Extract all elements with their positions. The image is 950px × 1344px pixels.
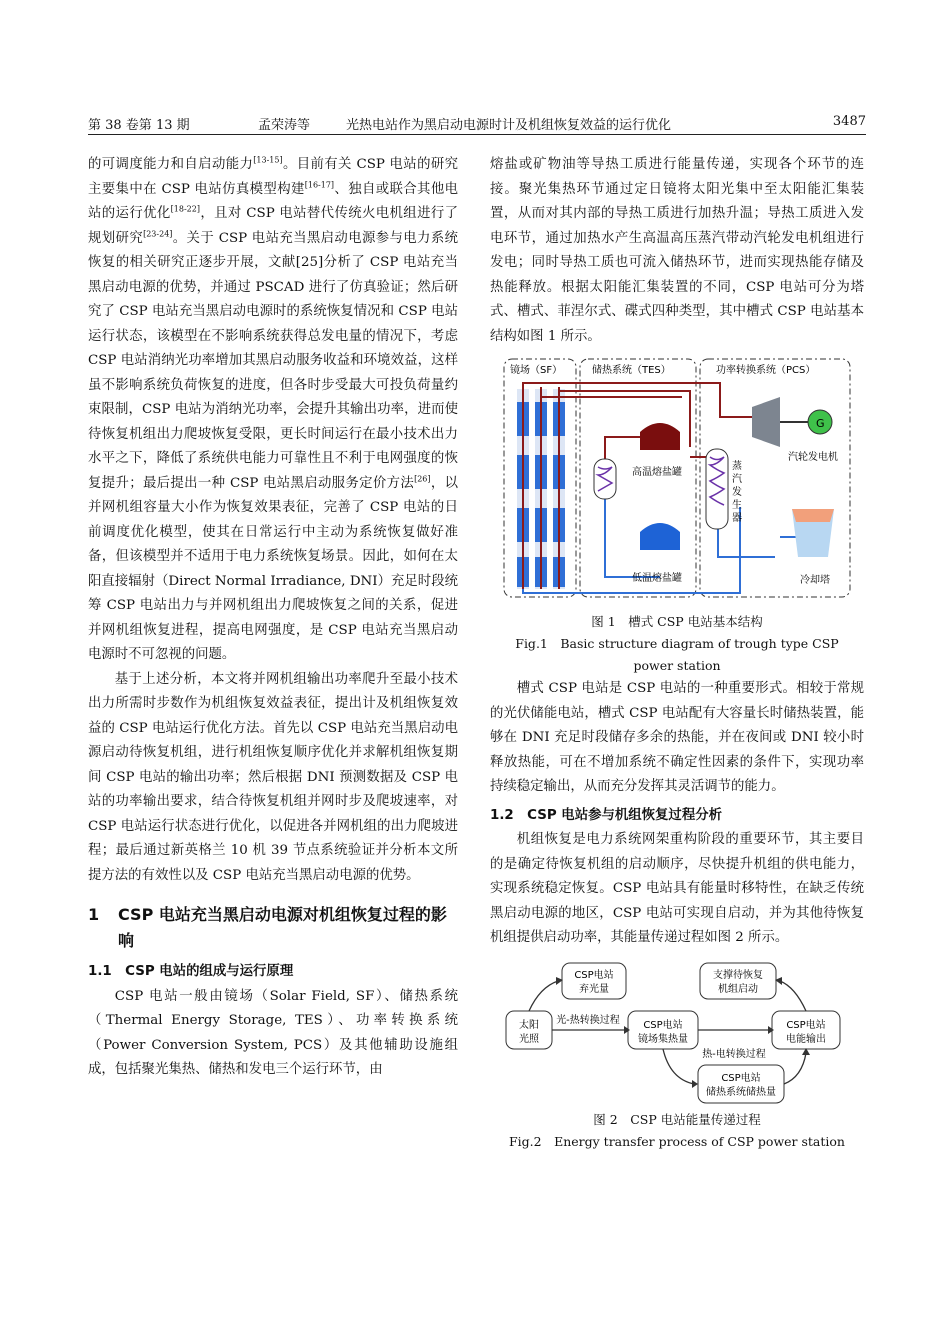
cold-tank-label: 低温熔盐罐 [632,573,682,584]
running-header [88,112,866,135]
citation: [18-22] [170,204,200,214]
hot-tank-label: 高温熔盐罐 [632,467,682,478]
energy-transfer-diagram [490,959,864,1109]
paragraph-method-summary: 基于上述分析，本文将并网机组输出功率爬升至最小技术出力所需时步数作为机组恢复效益表征，提出计及机组恢复效益的 CSP 电站运行优化方法。首先以 CSP 电站充当黑启动电源启动待恢复机组，进行机组恢复顺序优化并求解机组恢复期间 CSP 电站的输出功率；然后根据 DNI 预测数据及 CSP 电站的功率输出要求，结合待恢复机组并网时步及爬坡速率，对 CSP 电站运行状态进行优化，以促进各并网机组的出力爬坡进程；最后通过新英格兰 10 机 39 节点系统验证并分析本文所提方法的有效性以及 CSP 电站充当黑启动电源的优势。 [88,671,458,883]
figure-2-caption-en: Fig.2 Energy transfer process of CSP power station [509,1133,845,1149]
figure-1 [490,357,864,607]
cooling-tower-label: 冷却塔 [800,575,830,586]
trough-csp-diagram [490,357,864,607]
figure-2 [490,959,864,1109]
generator-label: G [816,417,825,430]
section-1-1-heading: 1.1 CSP 电站的组成与运行原理 [88,964,294,979]
svg-text:汽: 汽 [732,474,742,485]
mirror-array [517,387,565,589]
figure-1-caption-en-2: power station [633,658,721,673]
section-1-2-heading: 1.2 CSP 电站参与机组恢复过程分析 [490,807,722,823]
pcs-label: 功率转换系统（PCS） [716,365,816,376]
paragraph-heat-transfer: 熔盐或矿物油等导热工质进行能量传递，实现各个环节的连接。聚光集热环节通过定日镜将太阳光集中至太阳能汇集装置，从而对其内部的导热工质进行加热升温；导热工质进入发电环节，通过加热水产生高温高压蒸汽带动汽轮发电机组进行发电；同时导热工质也可流入储热环节，进而实现热能存储及热能释放。根据太阳能汇集装置的不同，CSP 电站可分为塔式、槽式、菲涅尔式、碟式四种类型，其中槽式 CSP 电站基本结构如图 1 所示。 [490,157,864,344]
svg-text:太阳: 太阳 [519,1019,539,1031]
right-column [490,153,864,1153]
citation: [16-17] [304,180,335,190]
svg-text:CSP电站: CSP电站 [786,1019,826,1031]
paragraph-csp-components: CSP 电站一般由镜场（Solar Field, SF）、储热系统（Thermal Energy Storage, TES）、功率转换系统（Power Conversion System, PCS）及其他辅助设施组成，包括聚光集热、储热和发电三个运行环节，由 [88,988,458,1077]
svg-text:CSP电站: CSP电站 [643,1019,683,1031]
citation: [23-24] [143,229,173,239]
svg-text:镜场集热量: 镜场集热量 [638,1033,688,1045]
svg-text:机组启动: 机组启动 [718,983,758,995]
figure-1-caption-cn: 图 1 槽式 CSP 电站基本结构 [591,614,763,629]
tes-label: 储热系统（TES） [592,365,671,376]
header-authors: 孟荣涛等 [258,118,311,133]
svg-text:生: 生 [732,500,742,511]
cold-tank [640,523,680,550]
citation: [26] [414,474,431,484]
turbine-label: 汽轮发电机 [788,452,838,463]
turbine [752,397,780,447]
citation: [13-15] [253,155,283,165]
header-title: 光热电站作为黑启动电源时计及机组恢复效益的运行优化 [346,118,672,133]
figure-2-caption-cn: 图 2 CSP 电站能量传递过程 [593,1111,761,1127]
paragraph-trough-csp: 槽式 CSP 电站是 CSP 电站的一种重要形式。相较于常规的光伏储能电站，槽式 CSP 电站配有大容量长时储热装置，能够在 DNI 充足时段储存多余的热能，并在夜间或 DNI 较小时释放热能，可在不增加系统不确定性因素的条件下，实现功率持续稳定输出，从而充分发挥其灵活调节的能力。 [490,681,864,794]
svg-text:CSP电站: CSP电站 [721,1072,761,1084]
svg-text:CSP电站: CSP电站 [574,969,614,981]
paragraph-unit-recovery: 机组恢复是电力系统网架重构阶段的重要环节，其主要目的是确定待恢复机组的启动顺序，尽快提升机组的供电能力，实现系统稳定恢复。CSP 电站具有能量时移特性，在缺乏传统黑启动电源的地区，CSP 电站可实现自启动，并为其他待恢复机组提供启动功率，其能量传递过程如图 2 所示。 [490,832,864,945]
journal-issue: 第 38 卷第 13 期 [88,118,190,133]
hot-tank [640,423,680,450]
left-column [88,153,458,1083]
figure-1-caption-en: Fig.1 Basic structure diagram of trough type CSP [515,636,839,651]
svg-text:弃光量: 弃光量 [579,983,609,995]
svg-text:光-热转换过程: 光-热转换过程 [556,1014,620,1026]
svg-text:电能输出: 电能输出 [786,1033,826,1045]
svg-text:光照: 光照 [519,1033,539,1045]
svg-text:蒸: 蒸 [732,461,742,472]
svg-text:支撑待恢复: 支撑待恢复 [713,969,763,981]
svg-text:储热系统储热量: 储热系统储热量 [706,1086,776,1098]
page-number: 3487 [832,114,866,129]
sf-label: 镜场（SF） [510,365,563,376]
svg-text:器: 器 [732,513,742,524]
paragraph-intro-cont: 的可调度能力和自启动能力[13-15]。目前有关 CSP 电站的研究主要集中在 CSP 电站仿真模型构建[16-17]、独自或联合其他电站的运行优化[18-22]，且对 CSP 电站替代传统火电机组进行了规划研究[23-24]。关于 CSP 电站充当黑启动电源参与电力系统恢复的相关研究正逐步开展，文献[25]分析了 CSP 电站充当黑启动电源的优势，并通过 PSCAD 进行了仿真验证；然后研究了 CSP 电站充当黑启动电源时的系统恢复情况和 CSP 电站运行状态，该模型在不影响系统获得总发电量的情况下，考虑 CSP 电站消纳光功率增加其黑启动服务收益和环境效益，这样虽不影响系统负荷恢复的进度，但各时步受最大可投负荷量约束限制，CSP 电站为消纳光功率，会提升其输出功率，进而使待恢复机组出力爬坡恢复受限，更长时间运行在最小技术出力水平之下，降低了系统供电能力可靠性且不利于电网强度的恢复提升；最后提出一种 CSP 电站黑启动服务定价方法[26]，以并网机组容量大小作为恢复效果表征，完善了 CSP 电站的日前调度优化模型，使其在日常运行中主动为系统恢复做好准备，但该模型并不适用于电力系统恢复场景。因此，如何在太阳直接辐射（Direct Normal Irradiance, DNI）充足时段统筹 CSP 电站出力与并网机组出力爬坡恢复之间的关系，促进并网机组恢复进程，提高电网强度，是 CSP 电站充当黑启动电源时不可忽视的问题。 [88,155,458,662]
section-1-heading: 1 CSP 电站充当黑启动电源对机组恢复过程的影响 [88,905,447,950]
svg-text:热-电转换过程: 热-电转换过程 [702,1048,766,1060]
svg-text:发: 发 [732,487,742,498]
